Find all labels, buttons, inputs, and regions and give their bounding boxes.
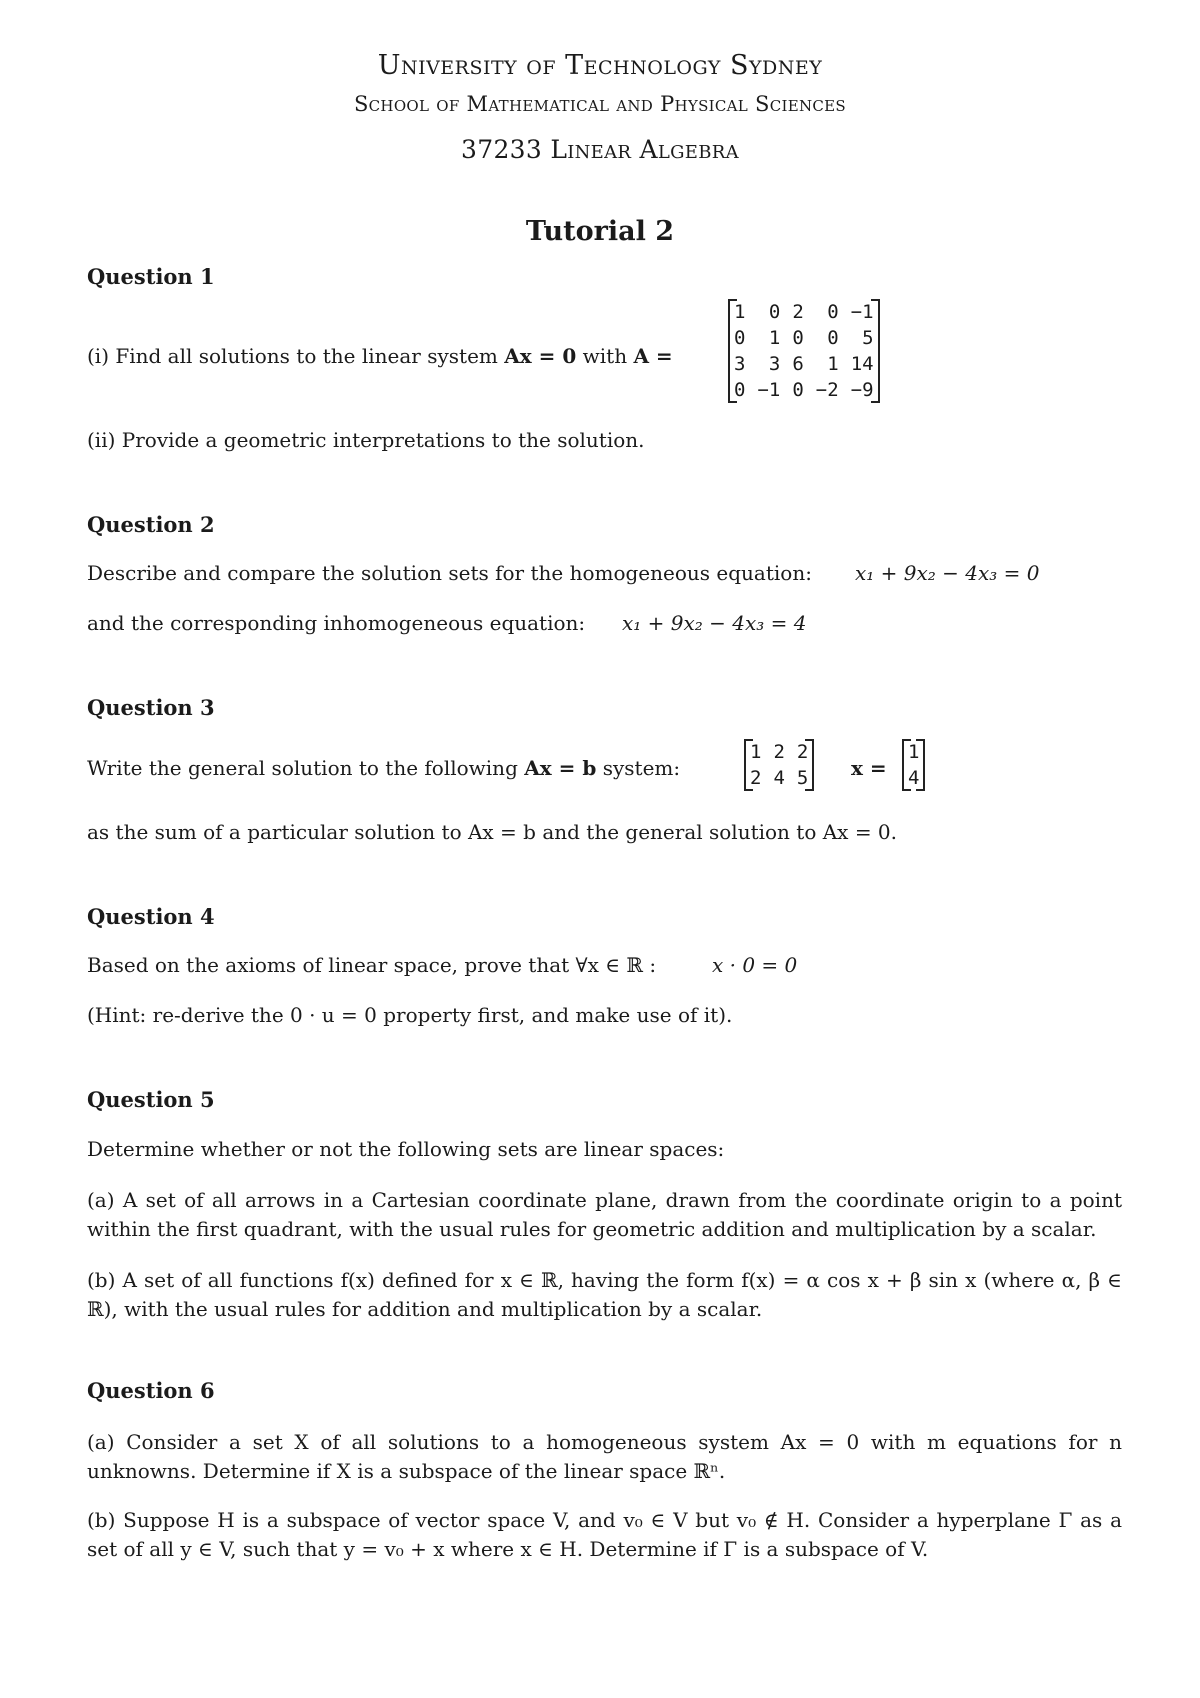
q1-matrix-label: A = <box>633 344 673 368</box>
question-6-heading: Question 6 <box>87 1378 215 1403</box>
question-2-line-2: and the corresponding inhomogeneous equation: <box>87 611 586 635</box>
matrix-a-cell: 0 <box>792 327 804 349</box>
matrix-coefficients-row <box>744 739 814 765</box>
question-1-heading: Question 1 <box>87 264 215 289</box>
question-3-heading: Question 3 <box>87 695 215 720</box>
matrix-coefficients-row <box>744 765 814 791</box>
matrix-coefficients-cell: 2 <box>750 767 762 789</box>
question-3-line-1 <box>87 756 680 780</box>
q1-part-i-text: (i) Find all solutions to the linear system <box>87 344 498 368</box>
matrix-a-cell: −1 <box>757 379 781 401</box>
question-2-heading: Question 2 <box>87 512 215 537</box>
matrix-a-cell: 5 <box>862 327 874 349</box>
question-2-line-1 <box>87 561 812 585</box>
question-6-part-b: (b) Suppose H is a subspace of vector space V, and v₀ ∈ V but v₀ ∉ H. Consider a hyperplane Γ as a set of all y ∈ V, such that y = v₀ + x where x ∈ H. Determine if Γ is a subspace of V. <box>87 1508 1122 1561</box>
question-3-line-2: as the sum of a particular solution to Ax = b and the general solution to Ax = 0. <box>87 820 898 844</box>
vector-b-cell: 4 <box>908 767 920 789</box>
matrix-a-cell: −1 <box>850 301 874 323</box>
question-5-part-a: (a) A set of all arrows in a Cartesian coordinate plane, drawn from the coordinate origin to a point within the first quadrant, with the usual rules for geometric addition and multiplication by a scalar. <box>87 1188 1122 1241</box>
q1-with: with <box>582 344 628 368</box>
matrix-a-cell: 0 <box>792 379 804 401</box>
matrix-a-cell: 1 <box>768 327 781 349</box>
matrix-a-cell: 0 <box>768 301 781 323</box>
matrix-a-cell: 0 <box>734 379 746 401</box>
question-4-hint: (Hint: re-derive the 0 · u = 0 property first, and make use of it). <box>87 1003 733 1027</box>
question-6-part-a: (a) Consider a set X of all solutions to a homogeneous system Ax = 0 with m equations for n unknowns. Determine if X is a subspace of the linear space ℝⁿ. <box>87 1430 1122 1483</box>
course-title: 37233 Linear Algebra <box>461 135 739 164</box>
matrix-coefficients-cell: 2 <box>796 741 809 763</box>
question-4-heading: Question 4 <box>87 904 215 929</box>
matrix-a-row <box>728 351 880 377</box>
question-1-part-ii: (ii) Provide a geometric interpretations to the solution. <box>87 428 645 452</box>
university-name: University of Technology Sydney <box>377 50 823 81</box>
matrix-a-cell: 1 <box>734 301 746 323</box>
q2-inhomogeneous-equation: x₁ + 9x₂ − 4x₃ = 4 <box>622 611 807 635</box>
q3-system: Ax = b <box>524 756 597 780</box>
matrix-a-cell: 0 <box>827 301 839 323</box>
matrix-a-cell: 14 <box>850 353 874 375</box>
q1-equation: Ax = 0 <box>504 344 577 368</box>
matrix-a-cell: 2 <box>792 301 804 323</box>
matrix-a-cell: 6 <box>792 353 804 375</box>
matrix-a-cell: 3 <box>734 353 746 375</box>
q3-system-word: system: <box>602 756 681 780</box>
q3-x-equals: x = <box>851 756 887 780</box>
q2-homogeneous-equation: x₁ + 9x₂ − 4x₃ = 0 <box>855 561 1040 585</box>
vector-b-cell: 1 <box>908 741 920 763</box>
matrix-a <box>728 299 880 403</box>
matrix-coefficients-cell: 1 <box>750 741 762 763</box>
matrix-coefficients-cell: 5 <box>796 767 809 789</box>
matrix-a-cell: −9 <box>850 379 874 401</box>
matrix-a-cell: −2 <box>815 379 839 401</box>
question-5-part-b: (b) A set of all functions f(x) defined for x ∈ ℝ, having the form f(x) = α cos x + β sin x (where α, β ∈ ℝ), with the usual rules for addition and multiplication by a scalar. <box>87 1268 1122 1321</box>
matrix-coefficients-cell: 4 <box>773 767 785 789</box>
matrix-a-cell: 0 <box>827 327 839 349</box>
tutorial-title: Tutorial 2 <box>525 216 675 247</box>
matrix-a-cell: 1 <box>827 353 839 375</box>
matrix-a-row <box>728 377 880 403</box>
matrix-a-cell: 3 <box>768 353 781 375</box>
matrix-a-cell: 0 <box>734 327 746 349</box>
matrix-a-row <box>728 325 880 351</box>
matrix-a-row <box>728 299 880 325</box>
school-name: School of Mathematical and Physical Sciences <box>353 92 847 116</box>
matrix-coefficients <box>744 739 814 791</box>
q3-line-1-text: Write the general solution to the following <box>87 756 518 780</box>
question-1-part-i <box>87 344 673 368</box>
question-5-intro: Determine whether or not the following sets are linear spaces: <box>87 1137 725 1161</box>
matrix-coefficients-cell: 2 <box>773 741 785 763</box>
q2-line-1-text: Describe and compare the solution sets for the homogeneous equation: <box>87 561 812 585</box>
vector-b <box>902 739 925 791</box>
q4-equation: x · 0 = 0 <box>712 953 798 977</box>
question-4-line-1: Based on the axioms of linear space, prove that ∀x ∈ ℝ : <box>87 953 657 977</box>
question-5-heading: Question 5 <box>87 1087 215 1112</box>
